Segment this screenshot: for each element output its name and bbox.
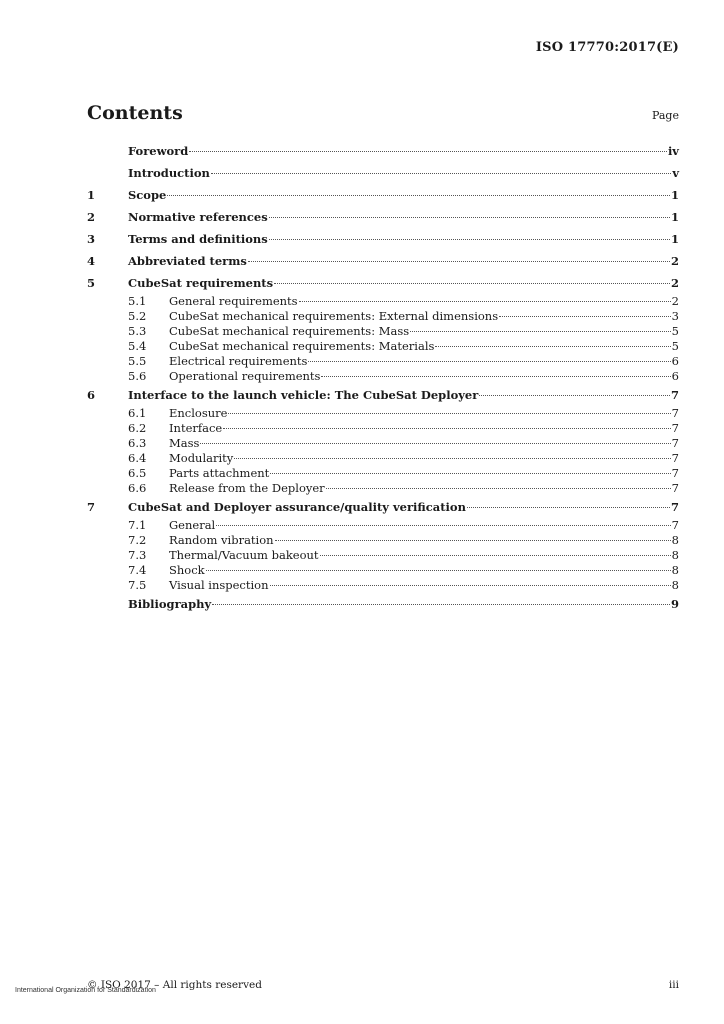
dot-leader [234, 458, 670, 459]
dot-leader [200, 443, 670, 444]
toc-entry[interactable] [87, 496, 679, 518]
toc-entry-label: Enclosure [169, 406, 228, 420]
toc-entry-page: 5 [671, 324, 679, 338]
toc-entry-number: 6.1 [128, 406, 147, 420]
toc-entry[interactable] [87, 563, 679, 578]
toc-entry-number: 6 [87, 388, 96, 402]
toc-entry-page: 8 [671, 533, 679, 547]
page-column-label: Page [651, 109, 679, 122]
contents-title: Contents [87, 102, 183, 124]
toc-entry-page: 5 [671, 339, 679, 353]
dot-leader [308, 361, 670, 362]
toc-entry-number: 7.2 [128, 533, 147, 547]
dot-leader [269, 217, 670, 218]
toc-entry-page: 1 [670, 210, 679, 224]
dot-leader [499, 316, 671, 317]
toc-entry-number: 2 [87, 210, 96, 224]
toc-entry-page: iv [667, 144, 679, 158]
toc-entry[interactable] [87, 162, 679, 184]
toc-entry-number: 7.5 [128, 578, 147, 592]
toc-entry-number: 6.3 [128, 436, 147, 450]
dot-leader [467, 507, 670, 508]
contents-header [87, 102, 679, 124]
toc-entry-page: 3 [671, 309, 679, 323]
dot-leader [270, 473, 670, 474]
toc-entry-label: Parts attachment [169, 466, 270, 480]
footer-page-number: iii [668, 979, 679, 991]
toc-entry-page: v [672, 166, 679, 180]
toc-entry[interactable] [87, 140, 679, 162]
toc-entry[interactable] [87, 250, 679, 272]
toc-entry-page: 8 [671, 548, 679, 562]
toc-entry-page: 7 [671, 406, 679, 420]
toc-entry-number: 6.2 [128, 421, 147, 435]
toc-entry-label: Scope [128, 188, 167, 202]
toc-entry-label: CubeSat mechanical requirements: External dimensions [169, 309, 499, 323]
watermark-text: International Organization for Standardization [15, 987, 156, 994]
toc-entry-page: 7 [670, 388, 679, 402]
toc-entry[interactable] [87, 384, 679, 406]
toc-entry-page: 6 [671, 354, 679, 368]
toc-entry-number: 5.3 [128, 324, 147, 338]
toc-entry-label: CubeSat mechanical requirements: Materials [169, 339, 435, 353]
toc-entry[interactable] [87, 548, 679, 563]
dot-leader [321, 376, 670, 377]
toc-entry-number: 5.6 [128, 369, 147, 383]
dot-leader [275, 540, 671, 541]
dot-leader [228, 413, 670, 414]
toc-entry[interactable] [87, 533, 679, 548]
toc-entry[interactable] [87, 272, 679, 294]
toc-entry-number: 3 [87, 232, 96, 246]
toc-entry[interactable] [87, 518, 679, 533]
toc-entry-number: 7.1 [128, 518, 147, 532]
toc-entry[interactable] [87, 421, 679, 436]
toc-entry-label: Normative references [128, 210, 268, 224]
toc-entry[interactable] [87, 339, 679, 354]
toc-entry-page: 7 [670, 500, 679, 514]
toc-entry-label: Abbreviated terms [128, 254, 247, 268]
toc-entry-number: 4 [87, 254, 96, 268]
toc-entry-label: Bibliography [128, 597, 212, 611]
toc-entry-label: CubeSat mechanical requirements: Mass [169, 324, 410, 338]
toc-entry[interactable] [87, 206, 679, 228]
dot-leader [479, 395, 670, 396]
dot-leader [320, 555, 671, 556]
toc-entry-label: Shock [169, 563, 205, 577]
toc-entry-page: 2 [670, 276, 679, 290]
toc-entry-number: 7.4 [128, 563, 147, 577]
toc-entry-label: CubeSat requirements [128, 276, 274, 290]
toc-entry[interactable] [87, 228, 679, 250]
toc-entry-number: 1 [87, 188, 96, 202]
dot-leader [274, 283, 670, 284]
toc-entry[interactable] [87, 466, 679, 481]
toc-entry[interactable] [87, 369, 679, 384]
toc-entry-page: 8 [671, 578, 679, 592]
toc-entry-label: Interface [169, 421, 223, 435]
toc-entry[interactable] [87, 481, 679, 496]
toc-entry-number: 7.3 [128, 548, 147, 562]
toc-entry[interactable] [87, 451, 679, 466]
dot-leader [410, 331, 671, 332]
table-of-contents [87, 140, 679, 615]
toc-entry-number: 7 [87, 500, 96, 514]
toc-entry-label: General requirements [169, 294, 298, 308]
toc-entry-page: 1 [670, 232, 679, 246]
toc-entry-label: Operational requirements [169, 369, 321, 383]
dot-leader [212, 604, 670, 605]
toc-entry-page: 2 [670, 254, 679, 268]
toc-entry-label: Random vibration [169, 533, 274, 547]
toc-entry-page: 7 [671, 421, 679, 435]
footer-copyright: © ISO 2017 – All rights reserved [87, 979, 262, 991]
toc-entry-page: 2 [671, 294, 679, 308]
toc-entry-number: 5.5 [128, 354, 147, 368]
dot-leader [211, 173, 671, 174]
toc-entry[interactable] [87, 406, 679, 421]
toc-entry-label: General [169, 518, 216, 532]
toc-entry-page: 7 [671, 518, 679, 532]
dot-leader [167, 195, 670, 196]
toc-entry-page: 6 [671, 369, 679, 383]
dot-leader [206, 570, 671, 571]
toc-entry[interactable] [87, 184, 679, 206]
toc-entry-label: Visual inspection [169, 578, 269, 592]
dot-leader [435, 346, 670, 347]
toc-entry-number: 5.4 [128, 339, 147, 353]
toc-entry-page: 1 [670, 188, 679, 202]
toc-entry-number: 6.5 [128, 466, 147, 480]
toc-entry-label: Terms and definitions [128, 232, 268, 246]
toc-entry[interactable] [87, 436, 679, 451]
toc-entry-label: Release from the Deployer [169, 481, 325, 495]
toc-entry[interactable] [87, 578, 679, 593]
toc-entry-page: 7 [671, 451, 679, 465]
toc-entry-label: Introduction [128, 166, 210, 180]
dot-leader [223, 428, 670, 429]
toc-entry-label: Foreword [128, 144, 189, 158]
dot-leader [269, 239, 670, 240]
toc-entry-page: 8 [671, 563, 679, 577]
toc-entry-label: Electrical requirements [169, 354, 308, 368]
toc-entry[interactable] [87, 294, 679, 309]
toc-entry-page: 9 [670, 597, 679, 611]
dot-leader [299, 301, 671, 302]
toc-entry-number: 5.2 [128, 309, 147, 323]
toc-entry-number: 5 [87, 276, 96, 290]
document-id: ISO 17770:2017(E) [535, 40, 679, 55]
dot-leader [248, 261, 670, 262]
toc-entry[interactable] [87, 354, 679, 369]
dot-leader [326, 488, 671, 489]
toc-entry-page: 7 [671, 481, 679, 495]
toc-entry-number: 6.4 [128, 451, 147, 465]
toc-entry-label: Thermal/Vacuum bakeout [169, 548, 319, 562]
toc-entry-page: 7 [671, 436, 679, 450]
toc-entry-number: 6.6 [128, 481, 147, 495]
toc-entry[interactable] [87, 593, 679, 615]
dot-leader [216, 525, 670, 526]
toc-entry-label: Modularity [169, 451, 234, 465]
toc-entry[interactable] [87, 309, 679, 324]
dot-leader [270, 585, 671, 586]
toc-entry-label: Interface to the launch vehicle: The CubeSat Deployer [128, 388, 479, 402]
toc-entry-label: Mass [169, 436, 200, 450]
toc-entry-label: CubeSat and Deployer assurance/quality verification [128, 500, 466, 514]
dot-leader [189, 151, 667, 152]
toc-entry[interactable] [87, 324, 679, 339]
toc-entry-page: 7 [671, 466, 679, 480]
toc-entry-number: 5.1 [128, 294, 147, 308]
